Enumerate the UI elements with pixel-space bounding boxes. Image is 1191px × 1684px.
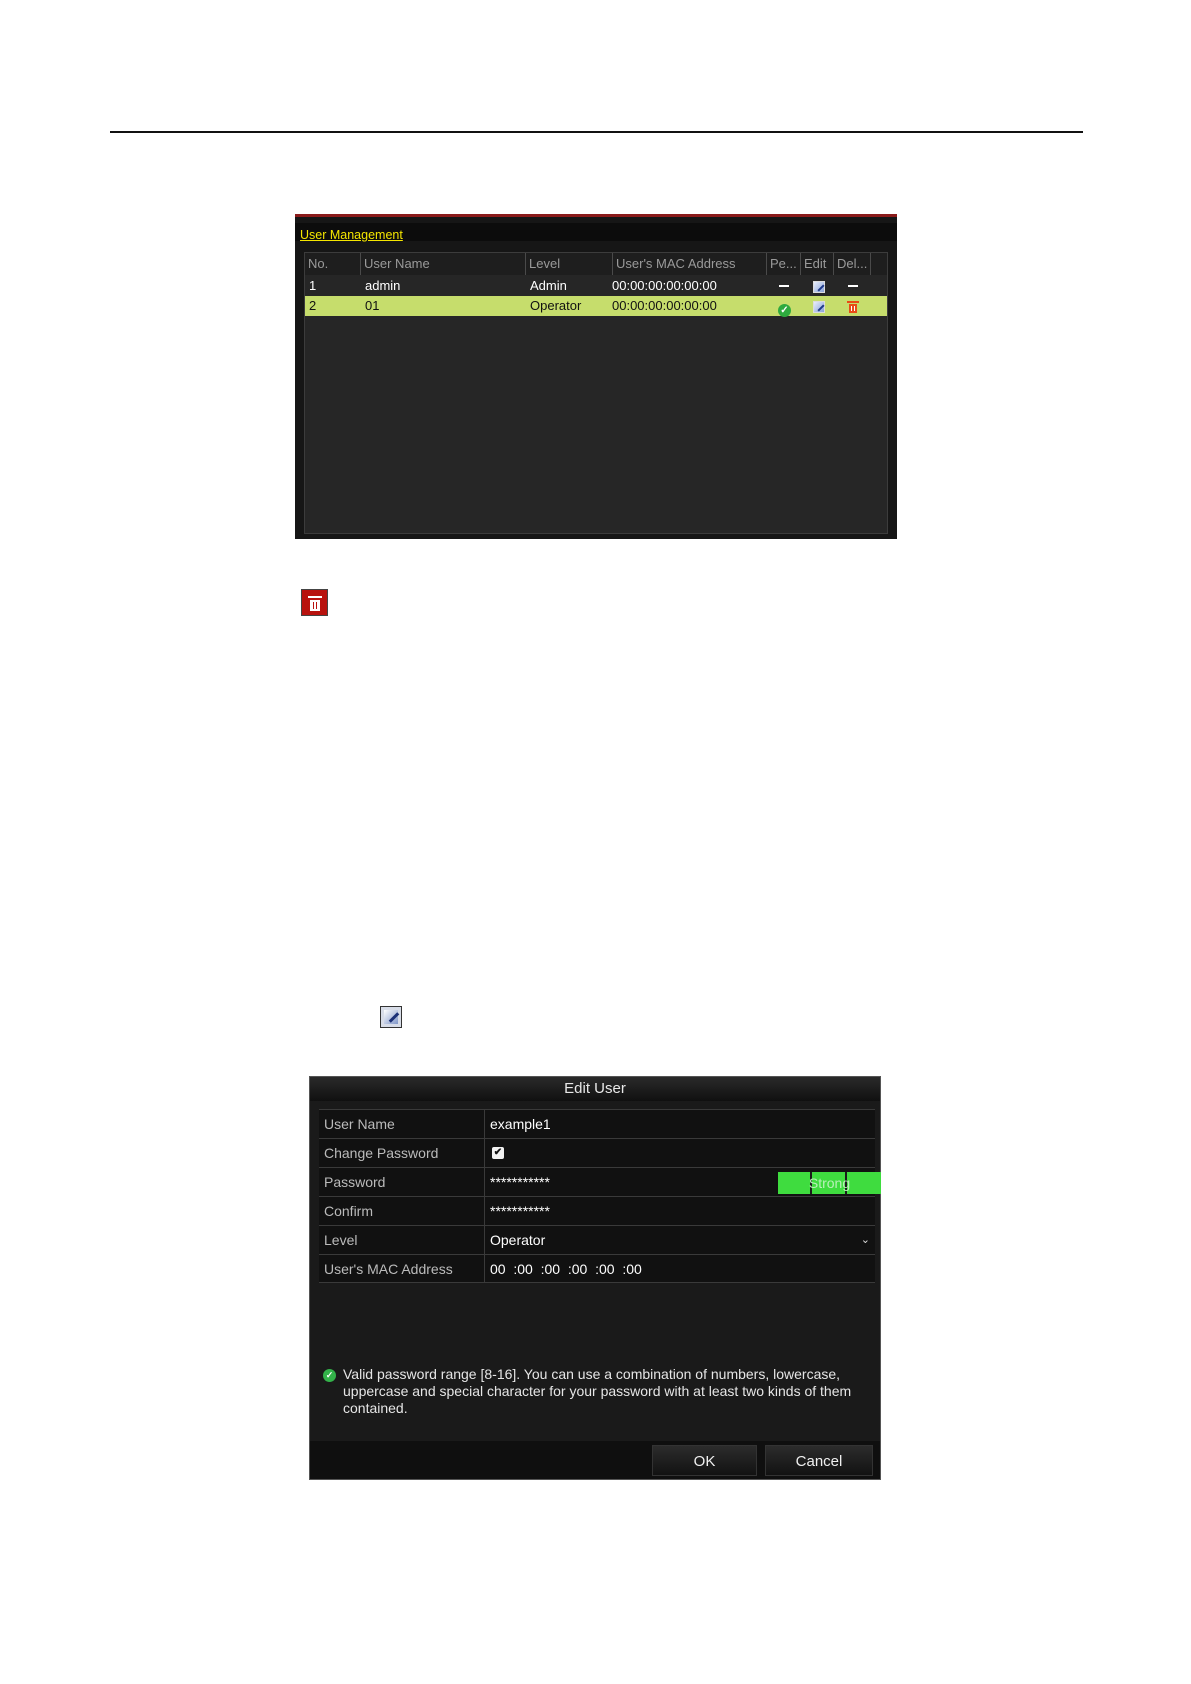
password-hint: Valid password range [8-16]. You can use a combination of numbers, lowercase, uppercase and special character for your password with at least two kinds of them contained. [343, 1366, 852, 1416]
cell-no: 2 [309, 298, 317, 313]
mac-label: User's MAC Address [319, 1255, 485, 1283]
change-password-checkbox[interactable]: ✔ [493, 1147, 503, 1158]
cell-level: Admin [530, 278, 567, 293]
edit-user-dialog [309, 1076, 881, 1480]
dash-icon [779, 285, 789, 287]
change-password-label: Change Password [319, 1139, 485, 1167]
edit-icon[interactable] [813, 299, 825, 319]
edit-user-form [319, 1109, 875, 1283]
cell-user-name: 01 [365, 298, 380, 313]
col-level[interactable]: Level [526, 253, 613, 275]
level-label: Level [319, 1226, 485, 1254]
confirm-field[interactable]: *********** [490, 1203, 550, 1219]
level-select[interactable]: Operator [490, 1232, 546, 1248]
panel-title[interactable]: User Management [300, 228, 403, 242]
row-confirm [319, 1196, 875, 1225]
chevron-down-icon[interactable]: ⌄ [860, 1234, 870, 1246]
table-header [305, 253, 887, 275]
user-management-panel [295, 214, 897, 539]
password-field[interactable]: *********** [490, 1174, 550, 1190]
cell-level: Operator [530, 298, 582, 313]
password-strength-bar [778, 1172, 881, 1194]
row-level [319, 1225, 875, 1254]
edit-icon [380, 1006, 402, 1028]
user-name-field[interactable]: example1 [490, 1116, 551, 1132]
table-row[interactable] [305, 276, 887, 296]
trash-icon [301, 589, 328, 616]
user-name-label: User Name [319, 1110, 485, 1138]
col-no[interactable]: No. [305, 253, 361, 275]
col-edit[interactable]: Edit [801, 253, 834, 275]
col-delete[interactable]: Del... [834, 253, 871, 275]
header-rule [110, 131, 1083, 133]
user-table [304, 252, 888, 534]
check-icon: ✓ [323, 1369, 336, 1382]
cell-no: 1 [309, 278, 317, 293]
col-user-name[interactable]: User Name [361, 253, 526, 275]
password-label: Password [319, 1168, 485, 1196]
row-user-name [319, 1109, 875, 1138]
confirm-label: Confirm [319, 1197, 485, 1225]
dialog-footer [310, 1441, 880, 1479]
password-strength-label: Strong [808, 1175, 851, 1191]
mac-address-field[interactable]: 00 :00 :00 :00 :00 :00 [490, 1261, 642, 1277]
col-permission[interactable]: Pe... [767, 253, 801, 275]
ok-button[interactable]: OK [652, 1445, 757, 1476]
col-mac[interactable]: User's MAC Address [613, 253, 767, 275]
trash-icon[interactable] [847, 299, 859, 319]
table-row[interactable] [305, 296, 887, 316]
row-change-password [319, 1138, 875, 1167]
cell-user-name: admin [365, 278, 401, 293]
check-icon[interactable]: ✓ [778, 299, 791, 319]
cancel-button[interactable]: Cancel [765, 1445, 873, 1476]
dialog-title: Edit User [310, 1077, 880, 1101]
cell-mac: 00:00:00:00:00:00 [612, 278, 717, 293]
cell-mac: 00:00:00:00:00:00 [612, 298, 717, 313]
dash-icon [848, 285, 858, 287]
row-password [319, 1167, 875, 1196]
row-mac [319, 1254, 875, 1283]
